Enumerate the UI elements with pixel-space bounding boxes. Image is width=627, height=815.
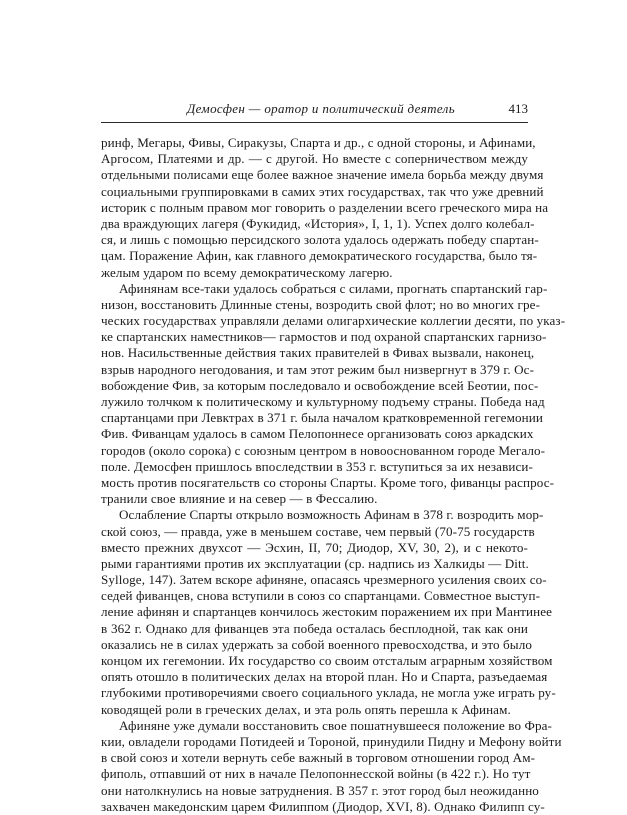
text-line: низон, восстановить Длинные стены, возродить свой флот; но во многих гре- bbox=[101, 296, 541, 312]
text-line: желым ударом по всему демократическому лагерю. bbox=[101, 264, 393, 280]
text-line: рыми гарантиями против их эксплуатации (ср. надпись из Халкиды — Ditt. bbox=[101, 555, 529, 571]
text-line: они натолкнулись на новые затруднения. В 357 г. этот город был неожиданно bbox=[101, 782, 539, 798]
text-line: вместо прежних двухсот — Эсхин, II, 70; Диодор, XV, 30, 2), и с некото- bbox=[101, 539, 528, 555]
header-rule bbox=[101, 122, 528, 123]
text-line: ринф, Мегары, Фивы, Сиракузы, Спарта и др., с одной стороны, и Афинами, bbox=[101, 135, 536, 150]
text-line: поле. Демосфен пришлось впоследствии в 353 г. вступиться за их независи- bbox=[101, 458, 533, 474]
running-head bbox=[101, 101, 528, 117]
paragraph bbox=[101, 717, 562, 815]
text-line: нов. Насильственные действия таких правителей в Фивах вызвали, наконец, bbox=[101, 345, 535, 361]
text-line: мость против посягательств со стороны Спарты. Кроме того, фиванцы распрос- bbox=[101, 474, 555, 490]
text-line: цам. Поражение Афин, как главного демократического государства, было тя- bbox=[101, 248, 538, 264]
text-line: Фив. Фиванцам удалось в самом Пелопоннесе организовать союз аркадских bbox=[101, 426, 534, 442]
text-line: историк с полным правом мог говорить о разделении всего греческого мира на bbox=[101, 199, 549, 215]
paragraph bbox=[101, 135, 549, 281]
text-line: в свой союз и хотели вернуть себе важный в торговом отношении город Ам- bbox=[101, 750, 536, 766]
text-line: кии, овладели городами Потидеей и Тороной, принудили Пидну и Мефону войти bbox=[101, 733, 562, 749]
text-line: ся, и лишь с помощью персидского золота удалось одержать победу спартан- bbox=[101, 232, 539, 248]
text-line: ководящей роли в греческих делах, и эта роль опять перешла к Афинам. bbox=[101, 701, 511, 717]
text-line: социальными группировками в самих этих государствах, так что уже древний bbox=[101, 183, 544, 199]
text-line: лужило толчком к политическому и культурному подъему страны. Победа над bbox=[101, 394, 545, 409]
text-line: фиполь, отпавший от них в начале Пелопоннесской войны (в 422 г.). Но тут bbox=[101, 766, 531, 782]
text-line: два враждующих лагеря (Фукидид, «История», I, 1, 1). Успех долго колебал- bbox=[101, 215, 535, 231]
text-line: захвачен македонским царем Филиппом (Диодор, XVI, 8). Однако Филипп су- bbox=[101, 798, 545, 814]
text-line: опять отошло в политических делах на второй план. Но и Спарта, разъедаемая bbox=[101, 669, 548, 685]
text-line: в 362 г. Однако для фиванцев эта победа осталась бесплодной, так как они bbox=[101, 620, 528, 636]
text-line: Аргосом, Платеями и др. — с другой. Но вместе с соперничеством между bbox=[101, 151, 528, 167]
body-text bbox=[101, 135, 566, 815]
text-line: транили свое влияние и на север — в Фессалию. bbox=[101, 491, 378, 507]
text-line: ческих государствах управляли делами олигархические коллегии десяти, по указ- bbox=[101, 313, 566, 329]
paragraph bbox=[101, 280, 566, 508]
text-line: концом их гегемонии. Их государство со своим отсталым аграрным хозяйством bbox=[101, 653, 553, 668]
text-line: оказались не в силах удержать за собой военного превосходства, и это было bbox=[101, 636, 532, 652]
text-line: ление афинян и спартанцев кончилось жестоким поражением их при Мантинее bbox=[101, 604, 553, 620]
text-line: спартанцами при Левктрах в 371 г. была началом кратковременной гегемонии bbox=[101, 410, 543, 426]
text-line: ке спартанских наместников— гармостов и под охраной спартанских гарнизо- bbox=[101, 329, 547, 345]
text-line: вобождение Фив, за которым последовало и освобождение всей Беотии, пос- bbox=[101, 377, 539, 393]
text-line: Sylloge, 147). Затем вскоре афиняне, опасаясь чрезмерного усиления своих со- bbox=[101, 572, 547, 588]
running-title: Демосфен — оратор и политический деятель bbox=[187, 101, 455, 116]
text-line: городов (около сорока) с союзным центром в новооснованном городе Мегало- bbox=[101, 442, 546, 458]
page-number: 413 bbox=[508, 101, 528, 116]
paragraph bbox=[101, 507, 556, 717]
text-line: отдельными полисами еще более важное значение имела борьба между двумя bbox=[101, 167, 544, 183]
text-line: глубокими противоречиями своего социального уклада, не могла уже играть ру- bbox=[101, 685, 556, 701]
text-line: Ослабление Спарты открыло возможность Афинам в 378 г. возродить мор- bbox=[119, 507, 544, 523]
text-line: взрыв народного негодования, и там этот режим был низвергнут в 379 г. Ос- bbox=[101, 361, 535, 377]
text-line: Афинянам все-таки удалось собраться с силами, прогнать спартанский гар- bbox=[119, 280, 548, 296]
text-line: седей фиванцев, снова вступили в союз со спартанцами. Совместное выступ- bbox=[101, 588, 541, 604]
text-line: Афиняне уже думали восстановить свое пошатнувшееся положение во Фра- bbox=[119, 717, 552, 733]
text-line: ской союз, — правда, уже в меньшем составе, чем первый (70-75 государств bbox=[101, 523, 535, 539]
